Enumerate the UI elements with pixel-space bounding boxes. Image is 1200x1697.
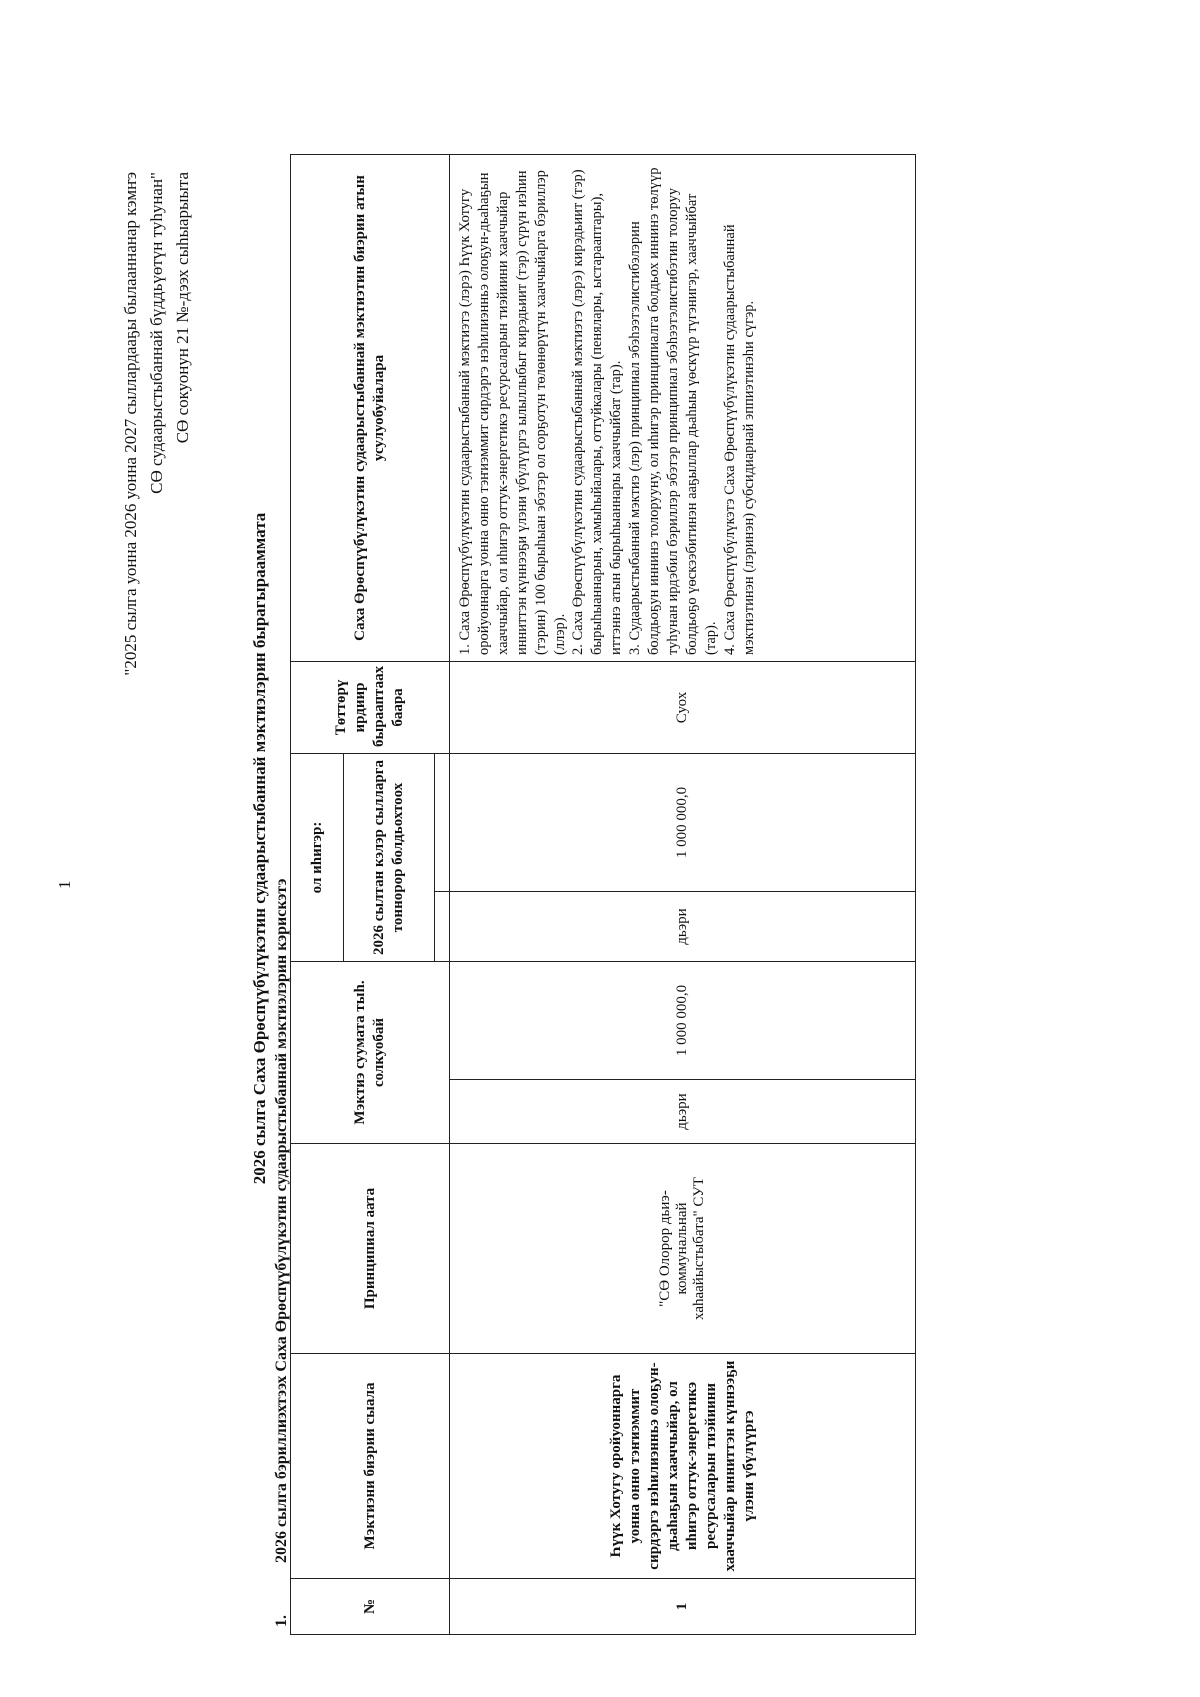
row-conditions [450, 154, 916, 661]
section-text: 2026 сылга бэриллиэхтээх Саха Өрөспүүбүлүкэтин судаарыстыбаннай мэктиэлэрин кэрискэтэ [273, 878, 290, 1563]
condition-item: 4. Саха Өрөспүүбүлүкэтэ Саха Өрөспүүбүлүкэтин судаарыстыбаннай мэктиэтинэн (лэринэн) субсидиарнай эппиэтинэһи сүгэр. [721, 224, 757, 655]
section-number: 1. [273, 1615, 290, 1627]
header-regress: Төттөрү ирдиир бырааптаах баара [291, 661, 450, 753]
row-amount-value: 1 000 000,0 [450, 962, 916, 1080]
header-principal: Принципиал аата [291, 1144, 450, 1354]
gap-cell [435, 753, 450, 891]
row-purpose: Һүүк Хотугу оройуоннарга уонна оннo тэҥиэммит сирдэргэ нэһилиэнньэ олоҕун-дьаһаҕын хааччыйар, ол иһигэр оттук-энергетикэ ресурсаларын тиэйиини хааччыйар инниттэн күннээҕи үлэни үбүлүүргэ [450, 1354, 916, 1579]
table-row [450, 154, 916, 1634]
appendix-header [118, 172, 196, 972]
header-amount-2026: 2026 сылтан кэлэр сылларга тоннорор болдьохтоох [344, 753, 435, 961]
header-including: ол иһигэр: [291, 753, 344, 961]
section-heading [273, 879, 291, 1627]
row-amount2-value: 1 000 000,0 [450, 753, 916, 891]
header-purpose: Мэктиэни биэрии сыала [291, 1354, 450, 1579]
row-number: 1 [450, 1579, 916, 1635]
condition-item: 2. Саха Өрөспүүбүлүкэтин судаарыстыбаннай мэктиэтэ (лэрэ) кирэдьиит (тэр) бырыһыаннарын, хамыһыйалары, оттуйкалары (пенялары, ыстарааптары), иттэннэ атын бырыһыаннары хааччыйбат (тар). [570, 169, 625, 655]
row-amount-label: дьэри [450, 1080, 916, 1144]
header-amount: Мэктиэ суумата тыһ. солкуобай [291, 962, 450, 1144]
document-title: 2026 сылга Саха Өрөспүүбүлүкэтин судаарыстыбаннай мэктиэлэрин бырагырааммата [250, 512, 269, 1185]
condition-item: 3. Судаарыстыбаннай мэктиэ (лэр) принципиал эбэһээтэлистибэлэрин болдьоҕун иннинэ толорууну, ол иһигэр принципиалга болдьох иннинэ төлүүр туһунан ирдэбил бэриллэр эбэтэр принципиал эбэһээтэлистибэтин толоруу болдьоҕо үөскээбитинэн ааҕыллар дьаһыы үөскүүр түгэнигэр, хааччыйбат (тар). [627, 167, 719, 655]
gap-cell [435, 892, 450, 962]
row-amount2-label: дьэри [450, 892, 916, 962]
guarantees-table [290, 154, 916, 1635]
page-number: 1 [55, 880, 74, 889]
appendix-header-line2: СӨ судаарыстыбаннай бүддьүөтүн туһунан" [147, 172, 166, 494]
row-principal: "СӨ Олорор дьиэ-коммунальнай хаһаайыстыбата" СУТ [450, 1144, 916, 1354]
appendix-header-line1: "2025 сылга уонна 2026 уонна 2027 сыллардааҕы былааннанар кэмҥэ [121, 172, 140, 676]
header-conditions: Саха Өрөспүүбүлүкэтин судаарыстыбаннай мэктиэтин биэрии атын усулуобуйалара [291, 154, 450, 661]
condition-item: 1. Саха Өрөспүүбүлүкэтин судаарыстыбаннай мэктиэтэ (лэрэ) Һүүк Хотугу оройуоннарга уонна оннo тэҥиэммит сирдэргэ нэһилиэнньэ олоҕун-дьаһаҕын хааччыйар, ол иһигэр оттук-энергетикэ ресурсаларын тиэйиини хааччыйар инниттэн күннээҕи үлэни үбүлүүргэ ылыллыбыт кирэдьиит (тэр) сүрүн иэһин (тэрин) 100 бырыһыан эбэтэр ол сорҕотун төлөнөрүгүн хааччыйарга бэриллэр (ллэр). [457, 170, 568, 655]
row-regress: Суох [450, 661, 916, 753]
appendix-header-line3: СӨ сокуонун 21 №-дээх сыһыарыыта [173, 172, 192, 444]
header-no: № [291, 1579, 450, 1635]
